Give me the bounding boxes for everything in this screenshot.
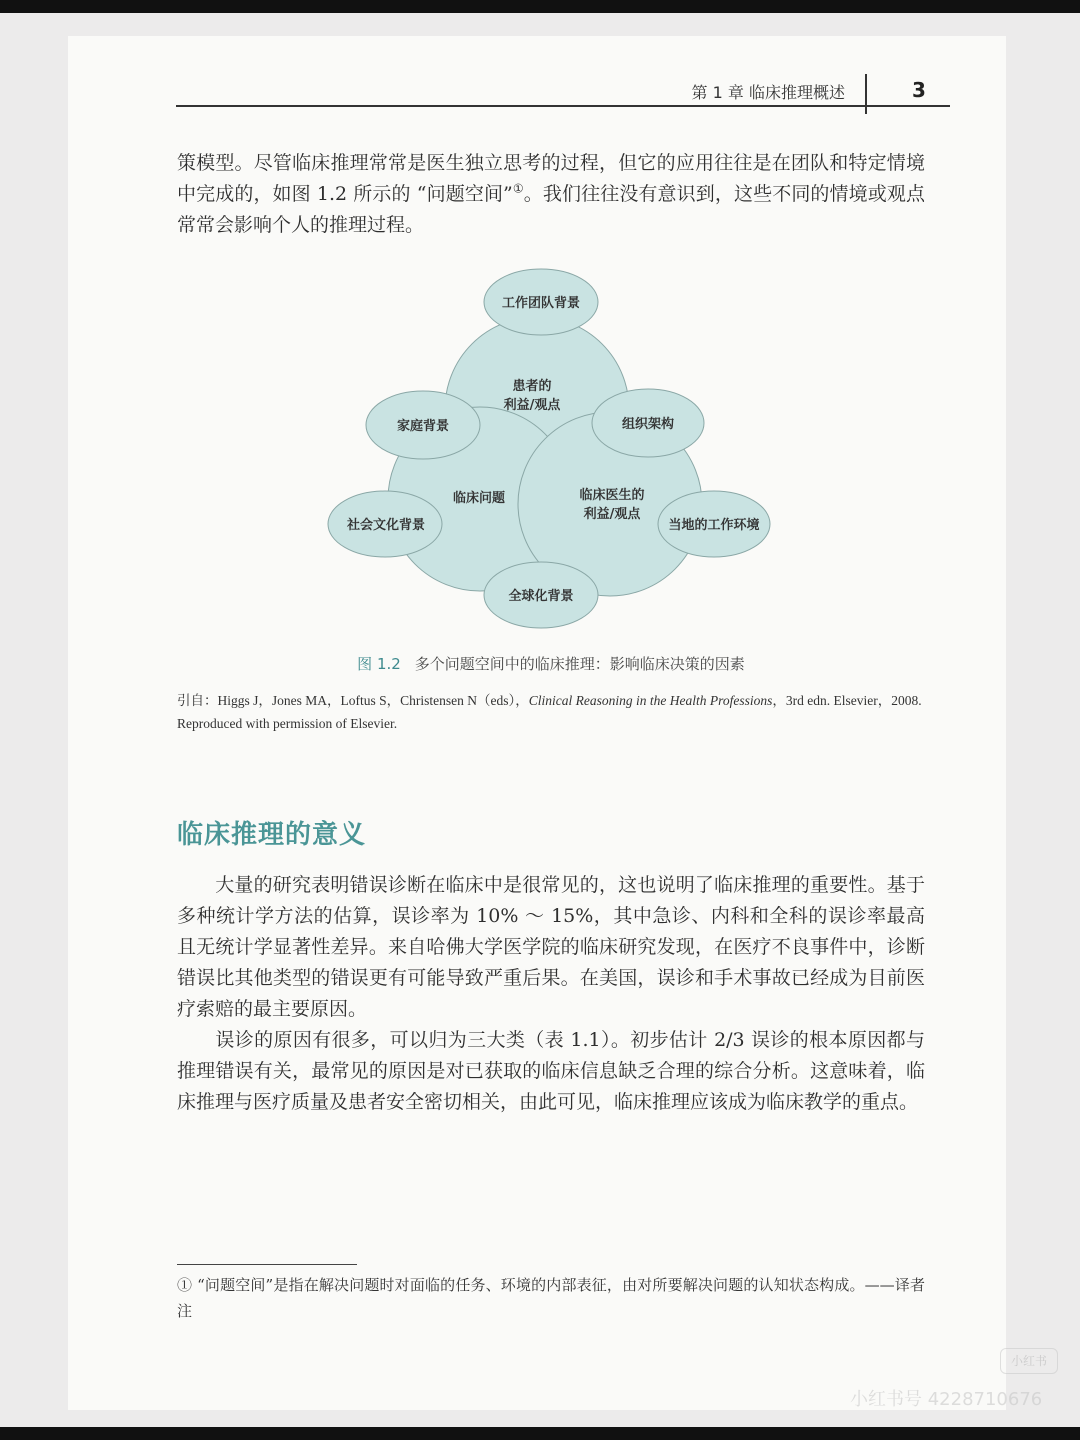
footnote-ref[interactable]: ① bbox=[512, 181, 524, 196]
source-prefix: 引自：Higgs J，Jones MA，Loftus S，Christensen N（eds）， bbox=[177, 693, 529, 708]
label-work-team: 工作团队背景 bbox=[501, 296, 581, 311]
label-patient-2: 利益/观点 bbox=[503, 398, 561, 413]
screen-top-bar bbox=[0, 0, 1080, 13]
running-header bbox=[176, 78, 950, 108]
source-suffix: ，3rd edn. Elsevier，2008. Reproduced with permission of Elsevier. bbox=[177, 693, 922, 731]
section-paragraph-1 bbox=[177, 870, 925, 1025]
section-paragraph-2-text: 误诊的原因有很多，可以归为三大类（表 1.1）。初步估计 2/3 误诊的根本原因都与推理错误有关，最常见的原因是对已获取的临床信息缺乏合理的综合分析。这意味着，临床推理与医疗质量及患者安全密切相关，由此可见，临床推理应该成为临床教学的重点。 bbox=[177, 1029, 925, 1113]
label-clinician-2: 利益/观点 bbox=[583, 507, 641, 522]
label-clinician-1: 临床医生的 bbox=[579, 488, 645, 503]
label-sociocultural: 社会文化背景 bbox=[346, 518, 426, 533]
page-number: 3 bbox=[912, 78, 926, 102]
label-clinical-problem: 临床问题 bbox=[452, 491, 506, 506]
figure-label: 图 1.2 bbox=[357, 655, 401, 673]
footnote: ① “问题空间”是指在解决问题时对面临的任务、环境的内部表征，由对所要解决问题的认知状态构成。——译者注 bbox=[177, 1276, 925, 1320]
label-patient-1: 患者的 bbox=[512, 379, 552, 394]
figure-caption bbox=[177, 653, 925, 674]
intro-text-b: 。我们往往没有意识到，这些不同的情境或观点常常会影响个人的推理过程。 bbox=[177, 183, 925, 236]
intro-text-a: 策模型。尽管临床推理常常是医生独立思考的过程，但它的应用往往是在团队和特定情境中完成的，如图 1.2 所示的 “问题空间” bbox=[177, 152, 925, 205]
watermark-id: 小红书号 4228710676 bbox=[850, 1389, 1043, 1410]
watermark-logo: 小红书 bbox=[1000, 1348, 1058, 1374]
intro-paragraph bbox=[177, 148, 925, 241]
header-divider bbox=[865, 74, 867, 114]
section-title: 临床推理的意义 bbox=[177, 820, 367, 850]
footnote-rule bbox=[177, 1264, 357, 1265]
source-book-title: Clinical Reasoning in the Health Professions bbox=[528, 693, 773, 708]
section-paragraph-1-text: 大量的研究表明错误诊断在临床中是很常见的，这也说明了临床推理的重要性。基于多种统计学方法的估算，误诊率为 10% ～ 15%，其中急诊、内科和全科的误诊率最高且无统计学显著性差异。来自哈佛大学医学院的临床研究发现，在医疗不良事件中，诊断错误比其他类型的错误更有可能导致严重后果。在美国，误诊和手术事故已经成为目前医疗索赔的最主要原因。 bbox=[177, 874, 925, 1020]
screen-bottom-bar bbox=[0, 1427, 1080, 1440]
chapter-title: 第 1 章 临床推理概述 bbox=[691, 83, 845, 102]
figure-source bbox=[177, 689, 937, 735]
label-local-work: 当地的工作环境 bbox=[668, 518, 760, 533]
section-paragraph-2 bbox=[177, 1025, 925, 1118]
label-organization: 组织架构 bbox=[621, 417, 675, 432]
figure-caption-text: 多个问题空间中的临床推理：影响临床决策的因素 bbox=[414, 655, 745, 673]
label-family: 家庭背景 bbox=[396, 419, 450, 434]
header-rule bbox=[176, 105, 950, 107]
problem-space-diagram bbox=[320, 262, 780, 642]
label-global: 全球化背景 bbox=[508, 589, 574, 604]
